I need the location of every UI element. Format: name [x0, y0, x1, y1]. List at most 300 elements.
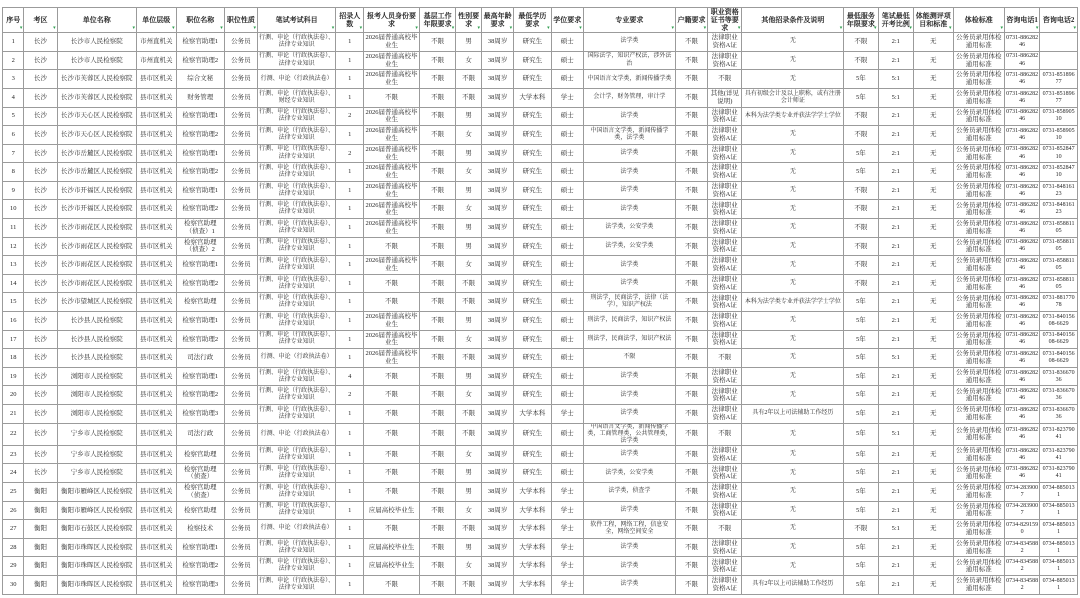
- cell: 法律职业资格A证: [708, 274, 742, 293]
- cell: 学士: [551, 520, 583, 539]
- column-header: [878, 8, 913, 33]
- cell: 0731-88628246: [1004, 51, 1039, 70]
- cell: 县市区机关: [136, 538, 176, 557]
- cell: 11: [3, 219, 24, 238]
- cell: 硕士: [551, 200, 583, 219]
- cell: 检察官助理（侦查）: [176, 483, 224, 502]
- cell: 长沙: [24, 349, 57, 368]
- cell: 公务员录用体检通用标准: [953, 219, 1004, 238]
- cell: 不限: [364, 405, 420, 424]
- cell: 7: [3, 144, 24, 163]
- cell: 38周岁: [482, 237, 514, 256]
- cell: 公务员录用体检通用标准: [953, 312, 1004, 331]
- filter-dropdown-icon[interactable]: ▾: [53, 25, 56, 32]
- column-header: [1040, 8, 1078, 33]
- cell: 男: [456, 538, 482, 557]
- column-header: [364, 8, 420, 33]
- filter-dropdown-icon[interactable]: ▾: [949, 25, 952, 32]
- cell: 行测、申论（行政执法卷）、法律专业知识: [258, 274, 336, 293]
- cell: 8: [3, 163, 24, 182]
- filter-dropdown-icon[interactable]: ▾: [1073, 25, 1076, 32]
- cell: 1: [336, 51, 364, 70]
- cell: 县市区机关: [136, 274, 176, 293]
- cell: 县市区机关: [136, 70, 176, 89]
- cell: 1: [336, 312, 364, 331]
- cell: 0731-88628246: [1004, 126, 1039, 145]
- filter-dropdown-icon[interactable]: ▾: [331, 25, 335, 32]
- cell: 不限: [419, 501, 455, 520]
- cell: 长沙: [24, 70, 57, 89]
- cell: 0731-84816123: [1040, 181, 1078, 200]
- cell: 2:1: [878, 33, 913, 52]
- filter-dropdown-icon[interactable]: ▾: [547, 25, 550, 32]
- filter-dropdown-icon[interactable]: ▾: [451, 25, 455, 32]
- cell: 大学本科: [514, 576, 552, 595]
- filter-dropdown-icon[interactable]: ▾: [1000, 25, 1003, 32]
- cell: 司法行政: [176, 349, 224, 368]
- cell: 0731-85881105: [1040, 256, 1078, 275]
- cell: 本科为法学类专业并获法学学士学位: [742, 107, 844, 126]
- cell: 公务员录用体检通用标准: [953, 144, 1004, 163]
- cell: 2: [336, 386, 364, 405]
- cell: 22: [3, 423, 24, 445]
- cell: 38周岁: [482, 293, 514, 312]
- filter-dropdown-icon[interactable]: ▾: [1035, 25, 1039, 32]
- cell: 2026届普通高校毕业生: [364, 33, 420, 52]
- cell: 1: [336, 200, 364, 219]
- cell: 不限: [364, 576, 420, 595]
- column-header: [136, 8, 176, 33]
- column-header-label: 笔试最低开考比例: [881, 12, 910, 29]
- cell: 无: [913, 163, 953, 182]
- cell: 2026届普通高校毕业生: [364, 181, 420, 200]
- cell: 研究生: [514, 237, 552, 256]
- cell: 0731-88628246: [1004, 445, 1039, 464]
- cell: 无: [913, 312, 953, 331]
- table-row: [3, 274, 1078, 293]
- cell: 法律职业资格A证: [708, 200, 742, 219]
- cell: 1: [336, 557, 364, 576]
- cell: 女: [456, 256, 482, 275]
- cell: 0731-88628246: [1004, 256, 1039, 275]
- cell: 2:1: [878, 293, 913, 312]
- cell: 1: [336, 501, 364, 520]
- cell: 大学本科: [514, 501, 552, 520]
- filter-dropdown-icon[interactable]: ▾: [132, 25, 135, 32]
- cell: 公务员录用体检通用标准: [953, 274, 1004, 293]
- cell: 不限: [675, 256, 707, 275]
- cell: 1: [336, 274, 364, 293]
- cell: 无: [742, 483, 844, 502]
- cell: 公务员录用体检通用标准: [953, 464, 1004, 483]
- cell: 行测、申论（行政执法卷）、财经专业知识: [258, 88, 336, 107]
- cell: 长沙市开福区人民检察院: [57, 181, 136, 200]
- cell: 2:1: [878, 274, 913, 293]
- cell: 不限: [419, 274, 455, 293]
- cell: 1: [336, 520, 364, 539]
- table-row: [3, 576, 1078, 595]
- column-header: [419, 8, 455, 33]
- cell: 0734-8850131: [1040, 520, 1078, 539]
- cell: 不限: [844, 237, 878, 256]
- cell: 不限: [708, 349, 742, 368]
- cell: 0731-82379041: [1040, 464, 1078, 483]
- cell: 公务员: [224, 312, 257, 331]
- cell: 2026届普通高校毕业生: [364, 312, 420, 331]
- cell: 会计学，财务管理，审计学: [583, 88, 675, 107]
- cell: 0731-88628246: [1004, 423, 1039, 445]
- cell: 衡阳: [24, 483, 57, 502]
- cell: 2:1: [878, 200, 913, 219]
- cell: 0734-2839007: [1004, 501, 1039, 520]
- cell: 0731-88628246: [1004, 293, 1039, 312]
- column-header: [913, 8, 953, 33]
- cell: 不限: [364, 386, 420, 405]
- cell: 不限: [844, 200, 878, 219]
- cell: 不限: [456, 70, 482, 89]
- cell: 2:1: [878, 445, 913, 464]
- cell: 行测、申论（行政执法卷）: [258, 423, 336, 445]
- cell: 长沙市天心区人民检察院: [57, 126, 136, 145]
- cell: 15: [3, 293, 24, 312]
- cell: 38周岁: [482, 181, 514, 200]
- cell: 0731-88177078: [1040, 293, 1078, 312]
- column-header-label: 职位名称: [186, 16, 215, 25]
- cell: 公务员录用体检通用标准: [953, 445, 1004, 464]
- cell: 38周岁: [482, 107, 514, 126]
- filter-dropdown-icon[interactable]: ▾: [172, 25, 175, 32]
- table-row: [3, 163, 1078, 182]
- cell: 公务员录用体检通用标准: [953, 163, 1004, 182]
- cell: 2:1: [878, 107, 913, 126]
- cell: 长沙: [24, 423, 57, 445]
- cell: 5:1: [878, 88, 913, 107]
- cell: 研究生: [514, 445, 552, 464]
- cell: 女: [456, 200, 482, 219]
- cell: 长沙: [24, 330, 57, 349]
- table-row: [3, 464, 1078, 483]
- cell: 0731-83667036: [1040, 386, 1078, 405]
- cell: 0731-88628246: [1004, 200, 1039, 219]
- cell: 无: [742, 349, 844, 368]
- cell: 衡阳: [24, 501, 57, 520]
- cell: 法律职业资格A证: [708, 107, 742, 126]
- cell: 0734-8291590: [1004, 520, 1039, 539]
- cell: 检察官助理2: [176, 200, 224, 219]
- column-header-label: 其他招录条件及说明: [761, 16, 825, 25]
- cell: 法律职业资格A证: [708, 219, 742, 238]
- cell: 2:1: [878, 181, 913, 200]
- cell: 0734-8850131: [1040, 557, 1078, 576]
- filter-dropdown-icon[interactable]: ▾: [509, 25, 513, 32]
- cell: 无: [913, 237, 953, 256]
- cell: 不限: [419, 219, 455, 238]
- cell: 5年: [844, 367, 878, 386]
- cell: 公务员: [224, 386, 257, 405]
- column-header-label: 笔试考试科目: [275, 16, 318, 25]
- cell: 0731-88628246: [1004, 386, 1039, 405]
- cell: 研究生: [514, 200, 552, 219]
- cell: 2026届普通高校毕业生: [364, 200, 420, 219]
- cell: 法律职业资格A证: [708, 330, 742, 349]
- filter-dropdown-icon[interactable]: ▾: [19, 25, 23, 32]
- column-header-label: 性别要求: [458, 12, 480, 29]
- cell: 公务员: [224, 330, 257, 349]
- filter-dropdown-icon[interactable]: ▾: [703, 25, 707, 32]
- cell: 公务员录用体检通用标准: [953, 70, 1004, 89]
- column-header: [176, 8, 224, 33]
- column-header-label: 基层工作年限要求: [423, 12, 452, 29]
- cell: 0731-88628246: [1004, 237, 1039, 256]
- cell: 0731-85189677: [1040, 88, 1078, 107]
- cell: 20: [3, 386, 24, 405]
- cell: 县市区机关: [136, 237, 176, 256]
- cell: 检察官助理2: [176, 386, 224, 405]
- cell: 男: [456, 181, 482, 200]
- table-row: [3, 386, 1078, 405]
- cell: 无: [913, 386, 953, 405]
- column-header: [953, 8, 1004, 33]
- cell: 无: [742, 538, 844, 557]
- cell: 法律职业资格A证: [708, 181, 742, 200]
- table-row: [3, 107, 1078, 126]
- cell: 5年: [844, 70, 878, 89]
- cell: 硕士: [551, 349, 583, 368]
- cell: 1: [336, 256, 364, 275]
- cell: 无: [913, 219, 953, 238]
- cell: 2:1: [878, 557, 913, 576]
- filter-dropdown-icon[interactable]: ▾: [359, 25, 363, 32]
- cell: 不限: [456, 520, 482, 539]
- cell: 研究生: [514, 181, 552, 200]
- column-header: [482, 8, 514, 33]
- column-header-label: 体能测评项目和标准: [915, 12, 951, 29]
- cell: 无: [742, 557, 844, 576]
- cell: 县市区机关: [136, 386, 176, 405]
- cell: 5年: [844, 163, 878, 182]
- cell: 2026届普通高校毕业生: [364, 144, 420, 163]
- cell: 5年: [844, 483, 878, 502]
- cell: 不限: [419, 107, 455, 126]
- cell: 硕士: [551, 386, 583, 405]
- column-header: [675, 8, 707, 33]
- cell: 长沙: [24, 445, 57, 464]
- cell: 检察官助理1: [176, 256, 224, 275]
- cell: 女: [456, 51, 482, 70]
- cell: 公务员录用体检通用标准: [953, 501, 1004, 520]
- cell: 研究生: [514, 256, 552, 275]
- cell: 不限: [419, 445, 455, 464]
- cell: 不限: [675, 349, 707, 368]
- cell: 公务员录用体检通用标准: [953, 423, 1004, 445]
- cell: [1040, 51, 1078, 70]
- cell: 无: [913, 520, 953, 539]
- filter-dropdown-icon[interactable]: ▾: [477, 25, 481, 32]
- column-header-label: 职位性质: [226, 16, 255, 25]
- positions-table: [2, 7, 1078, 595]
- cell: 浏阳市人民检察院: [57, 367, 136, 386]
- cell: 公务员录用体检通用标准: [953, 88, 1004, 107]
- cell: 1: [336, 293, 364, 312]
- filter-dropdown-icon[interactable]: ▾: [579, 25, 582, 32]
- cell: 2:1: [878, 405, 913, 424]
- cell: 16: [3, 312, 24, 331]
- cell: 大学本科: [514, 88, 552, 107]
- column-header: [336, 8, 364, 33]
- cell: 不限: [419, 70, 455, 89]
- column-header: [514, 8, 552, 33]
- cell: 29: [3, 557, 24, 576]
- cell: 0731-85890510: [1040, 126, 1078, 145]
- cell: 刑法学，民商法学，知识产权法: [583, 312, 675, 331]
- cell: 衡阳市珠晖区人民检察院: [57, 538, 136, 557]
- cell: 大学本科: [514, 483, 552, 502]
- cell: 长沙市人民检察院: [57, 51, 136, 70]
- cell: 学士: [551, 538, 583, 557]
- cell: 5年: [844, 330, 878, 349]
- cell: 2:1: [878, 237, 913, 256]
- cell: 学士: [551, 483, 583, 502]
- cell: 行测、申论（行政执法卷）、法律专业知识: [258, 126, 336, 145]
- cell: 21: [3, 405, 24, 424]
- cell: 0734-8345882: [1004, 576, 1039, 595]
- cell: 不限: [675, 33, 707, 52]
- cell: 不限: [419, 312, 455, 331]
- cell: 综合文秘: [176, 70, 224, 89]
- cell: 中国语言文学类，新闻传播学类，法学类: [583, 126, 675, 145]
- cell: 公务员: [224, 256, 257, 275]
- cell: 具有2年以上司法辅助工作经历: [742, 405, 844, 424]
- cell: 长沙市雨花区人民检察院: [57, 256, 136, 275]
- cell: 无: [742, 237, 844, 256]
- cell: 公务员录用体检通用标准: [953, 33, 1004, 52]
- cell: 长沙: [24, 107, 57, 126]
- cell: 不限: [419, 181, 455, 200]
- column-header: [742, 8, 844, 33]
- cell: 不限: [675, 423, 707, 445]
- cell: 不限: [675, 163, 707, 182]
- table-row: [3, 405, 1078, 424]
- cell: 具有2年以上司法辅助工作经历: [742, 576, 844, 595]
- cell: 不限: [419, 330, 455, 349]
- cell: 检察官助理2: [176, 330, 224, 349]
- cell: 公务员录用体检通用标准: [953, 520, 1004, 539]
- cell: 无: [742, 181, 844, 200]
- cell: 0731-84816123: [1040, 200, 1078, 219]
- cell: 38周岁: [482, 367, 514, 386]
- cell: 硕士: [551, 219, 583, 238]
- cell: 县市区机关: [136, 200, 176, 219]
- cell: 法律职业资格A证: [708, 163, 742, 182]
- cell: 公务员: [224, 367, 257, 386]
- filter-dropdown-icon[interactable]: ▾: [415, 25, 418, 32]
- filter-dropdown-icon[interactable]: ▾: [909, 25, 912, 32]
- cell: 无: [742, 423, 844, 445]
- cell: 法律职业资格A证: [708, 386, 742, 405]
- cell: 研究生: [514, 464, 552, 483]
- cell: 检察官助理: [176, 445, 224, 464]
- filter-dropdown-icon[interactable]: ▾: [671, 25, 674, 32]
- cell: 38周岁: [482, 538, 514, 557]
- cell: 行测、申论（行政执法卷）、法律专业知识: [258, 163, 336, 182]
- cell: 不限: [844, 33, 878, 52]
- cell: 男: [456, 219, 482, 238]
- cell: 0731-88628246: [1004, 144, 1039, 163]
- cell: 0731-85189677: [1040, 70, 1078, 89]
- filter-dropdown-icon[interactable]: ▾: [839, 25, 843, 32]
- cell: 长沙市岳麓区人民检察院: [57, 163, 136, 182]
- cell: 38周岁: [482, 274, 514, 293]
- cell: 男: [456, 312, 482, 331]
- cell: 县市区机关: [136, 405, 176, 424]
- cell: 县市区机关: [136, 163, 176, 182]
- cell: 检察官助理1: [176, 107, 224, 126]
- cell: 衡阳: [24, 557, 57, 576]
- cell: 研究生: [514, 423, 552, 445]
- cell: 检察官助理3: [176, 405, 224, 424]
- column-header-label: 最低学历要求: [518, 12, 547, 29]
- cell: 长沙: [24, 464, 57, 483]
- cell: 不限: [708, 423, 742, 445]
- filter-dropdown-icon[interactable]: ▾: [253, 25, 257, 32]
- filter-dropdown-icon[interactable]: ▾: [220, 25, 223, 32]
- cell: 2:1: [878, 483, 913, 502]
- cell: 检察官助理2: [176, 51, 224, 70]
- cell: 不限: [708, 520, 742, 539]
- cell: 检察官助理1: [176, 538, 224, 557]
- table-row: [3, 423, 1078, 445]
- cell: 长沙: [24, 386, 57, 405]
- cell: 公务员录用体检通用标准: [953, 576, 1004, 595]
- cell: 不限: [675, 51, 707, 70]
- column-header: [3, 8, 24, 33]
- cell: 0731-85881105: [1040, 237, 1078, 256]
- cell: 长沙: [24, 219, 57, 238]
- cell: 不限: [456, 88, 482, 107]
- filter-dropdown-icon[interactable]: ▾: [737, 25, 741, 32]
- cell: 2:1: [878, 330, 913, 349]
- cell: 5年: [844, 576, 878, 595]
- filter-dropdown-icon[interactable]: ▾: [874, 25, 877, 32]
- cell: 5年: [844, 445, 878, 464]
- cell: 4: [3, 88, 24, 107]
- table-row: [3, 237, 1078, 256]
- cell: 县市区机关: [136, 557, 176, 576]
- column-header: [551, 8, 583, 33]
- cell: 宁乡市人民检察院: [57, 445, 136, 464]
- cell: 行测、申论（行政执法卷）、法律专业知识: [258, 557, 336, 576]
- cell: 行测、申论（行政执法卷）、法律专业知识: [258, 386, 336, 405]
- cell: 38周岁: [482, 33, 514, 52]
- cell: 男: [456, 107, 482, 126]
- cell: 长沙市雨花区人民检察院: [57, 237, 136, 256]
- cell: 法学类: [583, 557, 675, 576]
- cell: 2026届普通高校毕业生: [364, 256, 420, 275]
- cell: 无: [913, 126, 953, 145]
- cell: 公务员录用体检通用标准: [953, 126, 1004, 145]
- cell: 长沙市雨花区人民检察院: [57, 274, 136, 293]
- cell: 无: [742, 163, 844, 182]
- cell: 无: [742, 274, 844, 293]
- cell: 长沙市望城区人民检察院: [57, 293, 136, 312]
- cell: 法学类: [583, 367, 675, 386]
- cell: 不限: [419, 538, 455, 557]
- cell: 2: [3, 51, 24, 70]
- column-header-label: 职业资格证书等要求: [710, 8, 739, 33]
- cell: 5:1: [878, 520, 913, 539]
- cell: 法学类: [583, 274, 675, 293]
- cell: 0731-88628246: [1004, 464, 1039, 483]
